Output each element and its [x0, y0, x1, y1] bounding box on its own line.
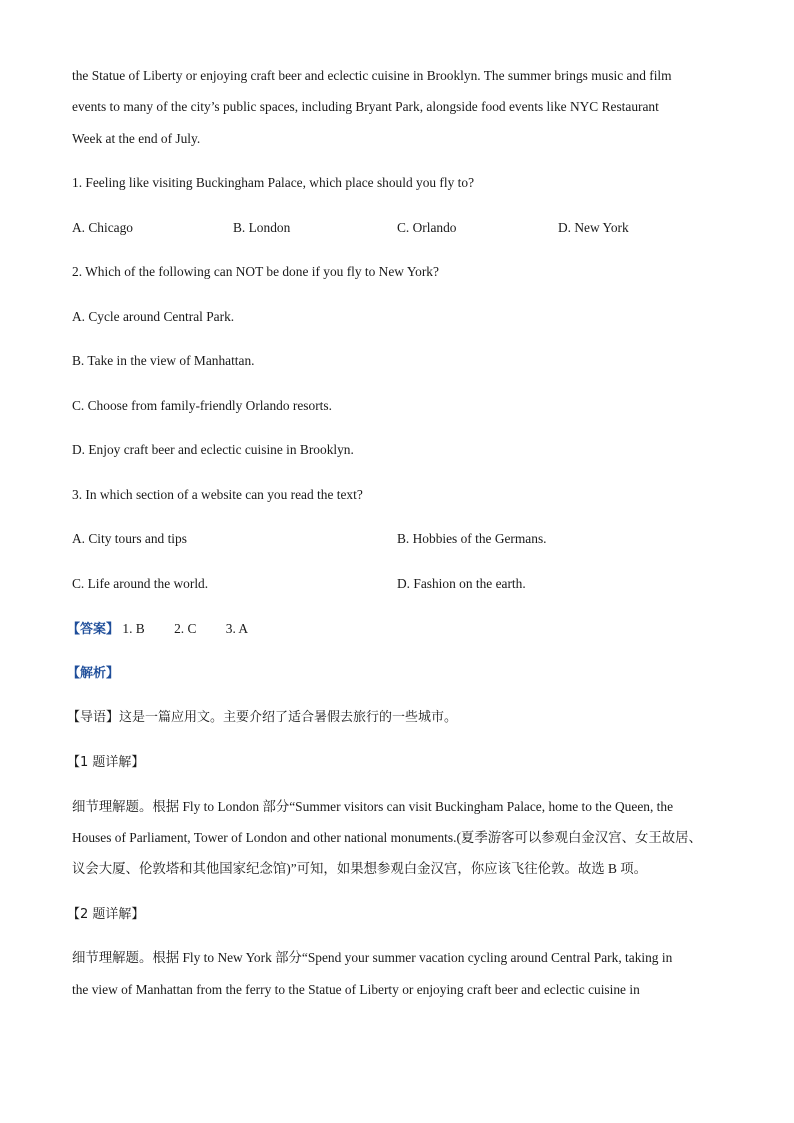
question-3-stem: 3. In which section of a website can you read the text? [72, 487, 363, 502]
question-1-stem: 1. Feeling like visiting Buckingham Palace, which place should you fly to? [72, 175, 475, 190]
question-3-option-d: D. Fashion on the earth. [397, 576, 526, 591]
passage-line-3: Week at the end of July. [72, 131, 201, 146]
analysis-heading [67, 664, 119, 683]
question-2-option-b: B. Take in the view of Manhattan. [72, 353, 255, 368]
intro-text: 这是一篇应用文。主要介绍了适合暑假去旅行的一些城市。 [119, 710, 458, 725]
detail-1-label: 【1 题详解】 [67, 755, 145, 770]
intro-row [67, 709, 457, 727]
detail-1-line-1: 细节理解题。根据 Fly to London 部分“Summer visitors can visit Buckingham Palace, home to the Queen, the [72, 799, 674, 814]
question-1-option-b: B. London [233, 220, 291, 235]
question-1-option-d: D. New York [558, 220, 629, 235]
passage-line-2: events to many of the city’s public spaces, including Bryant Park, alongside food events like NYC Restaurant [72, 99, 659, 114]
detail-1-line-3: 议会大厦、伦敦塔和其他国家纪念馆)”可知，如果想参观白金汉宫，你应该飞往伦敦。故选 B 项。 [72, 861, 648, 876]
question-2-stem: 2. Which of the following can NOT be done if you fly to New York? [72, 264, 439, 279]
answer-row [67, 620, 248, 639]
answer-label: 【答案】 [67, 622, 120, 637]
question-3-option-a: A. City tours and tips [72, 531, 187, 546]
passage-line-1: the Statue of Liberty or enjoying craft beer and eclectic cuisine in Brooklyn. The summer brings music and film [72, 68, 672, 83]
answer-item-2: 2. C [174, 621, 197, 636]
question-2-option-d: D. Enjoy craft beer and eclectic cuisine in Brooklyn. [72, 442, 354, 457]
question-3-option-c: C. Life around the world. [72, 576, 209, 591]
detail-1-line-2: Houses of Parliament, Tower of London and other national monuments.(夏季游客可以参观白金汉宫、女王故居、 [72, 830, 702, 845]
analysis-label: 【解析】 [67, 666, 120, 681]
intro-label: 【导语】 [67, 710, 120, 725]
question-1-option-a: A. Chicago [72, 220, 133, 235]
question-1-option-c: C. Orlando [397, 220, 457, 235]
detail-2-label: 【2 题详解】 [67, 907, 145, 922]
detail-2-line-1: 细节理解题。根据 Fly to New York 部分“Spend your summer vacation cycling around Central Park, taking in [72, 950, 673, 965]
answer-item-1: 1. B [122, 621, 145, 636]
detail-2-heading [67, 905, 144, 924]
detail-2-line-2: the view of Manhattan from the ferry to the Statue of Liberty or enjoying craft beer and eclectic cuisine in [72, 982, 640, 997]
answer-item-3: 3. A [225, 621, 249, 636]
question-3-option-b: B. Hobbies of the Germans. [397, 531, 547, 546]
question-2-option-a: A. Cycle around Central Park. [72, 309, 235, 324]
detail-1-heading [67, 753, 144, 772]
question-2-option-c: C. Choose from family-friendly Orlando resorts. [72, 398, 332, 413]
